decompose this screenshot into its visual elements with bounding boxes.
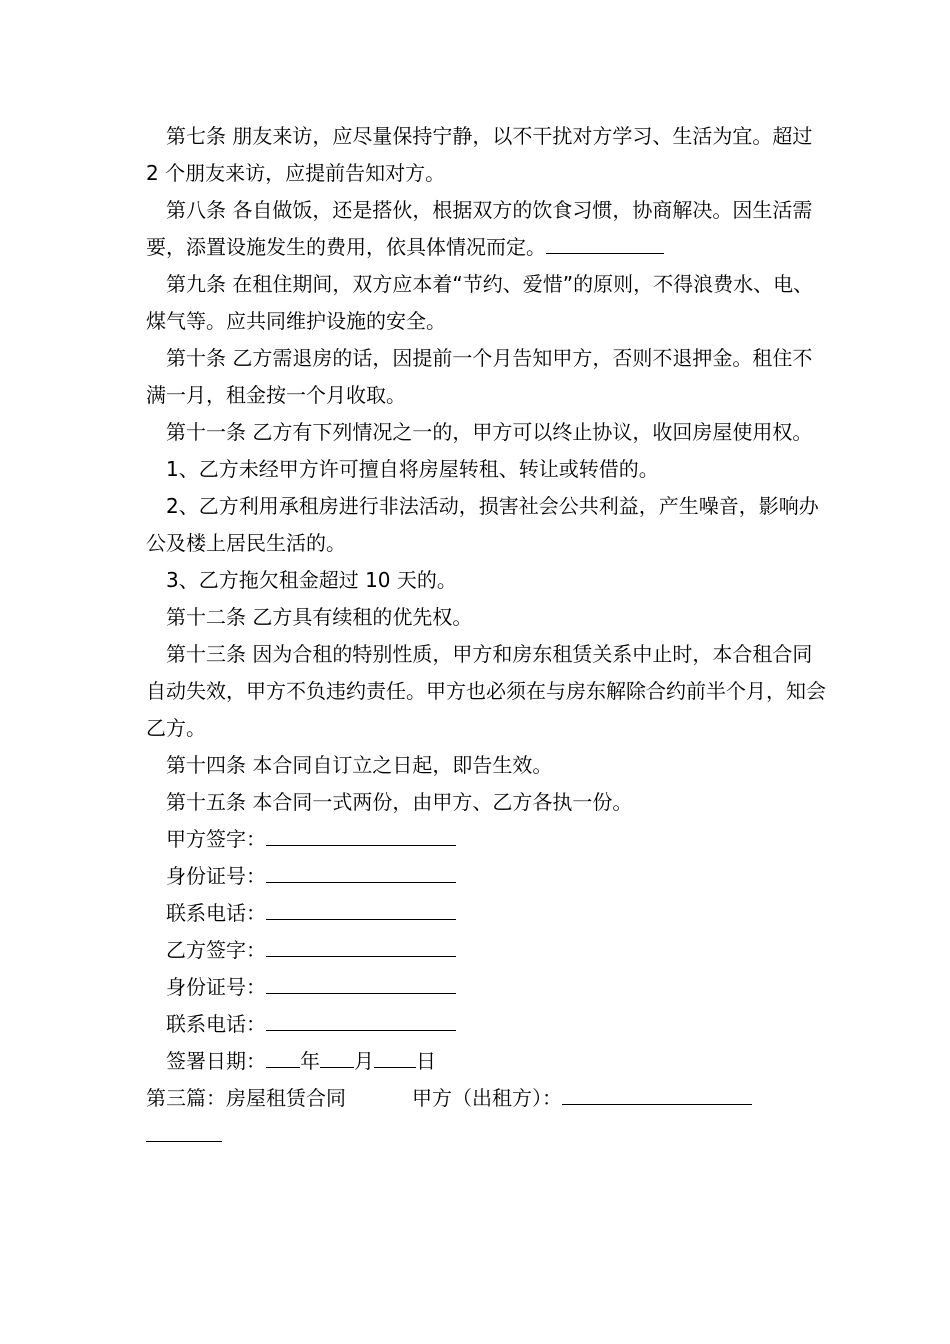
party-b-phone-blank[interactable]	[266, 1006, 456, 1031]
party-a-signature-label: 甲方签字：	[166, 827, 266, 851]
fill-in-blank[interactable]	[546, 229, 664, 254]
party-b-id-label: 身份证号：	[166, 975, 266, 999]
party-a-id-label: 身份证号：	[166, 864, 266, 888]
month-blank[interactable]	[320, 1043, 354, 1068]
lessor-blank[interactable]	[562, 1080, 752, 1105]
party-b-signature-label: 乙方签字：	[166, 938, 266, 962]
party-a-phone-blank[interactable]	[266, 895, 456, 920]
day-blank[interactable]	[374, 1043, 416, 1068]
article-11: 第十一条 乙方有下列情况之一的，甲方可以终止协议，收回房屋使用权。	[166, 420, 813, 444]
next-section-title: 第三篇：房屋租赁合同	[146, 1086, 346, 1110]
party-b-phone-label: 联系电话：	[166, 1012, 266, 1036]
article-11-item-3: 3、乙方拖欠租金超过 10 天的。	[166, 568, 457, 592]
party-b-id-blank[interactable]	[266, 969, 456, 994]
month-label: 月	[354, 1049, 374, 1073]
article-8	[146, 192, 826, 266]
article-15: 第十五条 本合同一式两份，由甲方、乙方各执一份。	[166, 790, 633, 814]
signature-row	[146, 895, 826, 932]
signature-row	[146, 932, 826, 969]
article-13: 第十三条 因为合租的特别性质，甲方和房东租赁关系中止时，本合租合同自动失效，甲方不负违约责任。甲方也必须在与房东解除合约前半个月，知会乙方。	[146, 642, 826, 740]
lessor-blank-continued[interactable]	[146, 1117, 222, 1142]
signature-row	[146, 1006, 826, 1043]
signature-row	[146, 858, 826, 895]
signature-row	[146, 969, 826, 1006]
year-label: 年	[300, 1049, 320, 1073]
signature-row	[146, 821, 826, 858]
lessor-label: 甲方（出租方）：	[412, 1086, 562, 1110]
article-8-text: 第八条 各自做饭，还是搭伙，根据双方的饮食习惯，协商解决。因生活需要，添置设施发生的费用，依具体情况而定。	[146, 198, 813, 259]
article-10: 第十条 乙方需退房的话，因提前一个月告知甲方，否则不退押金。租住不满一月，租金按一个月收取。	[146, 346, 813, 407]
article-7: 第七条 朋友来访，应尽量保持宁静，以不干扰对方学习、生活为宜。超过 2 个朋友来访，应提前告知对方。	[146, 124, 813, 185]
article-11-item-2: 2、乙方利用承租房进行非法活动，损害社会公共利益，产生噪音，影响办公及楼上居民生活的。	[146, 494, 819, 555]
signing-date-row	[146, 1043, 826, 1080]
party-a-phone-label: 联系电话：	[166, 901, 266, 925]
document-page	[146, 118, 826, 1154]
party-a-id-blank[interactable]	[266, 858, 456, 883]
article-12: 第十二条 乙方具有续租的优先权。	[166, 605, 473, 629]
party-b-signature-blank[interactable]	[266, 932, 456, 957]
article-11-item-1: 1、乙方未经甲方许可擅自将房屋转租、转让或转借的。	[166, 457, 659, 481]
article-14: 第十四条 本合同自订立之日起，即告生效。	[166, 753, 553, 777]
next-section-heading	[146, 1080, 826, 1154]
article-9: 第九条 在租住期间，双方应本着“节约、爱惜”的原则，不得浪费水、电、煤气等。应共同维护设施的安全。	[146, 272, 814, 333]
day-label: 日	[416, 1049, 436, 1073]
party-a-signature-blank[interactable]	[266, 821, 456, 846]
year-blank[interactable]	[266, 1043, 300, 1068]
signing-date-label: 签署日期：	[166, 1049, 266, 1073]
